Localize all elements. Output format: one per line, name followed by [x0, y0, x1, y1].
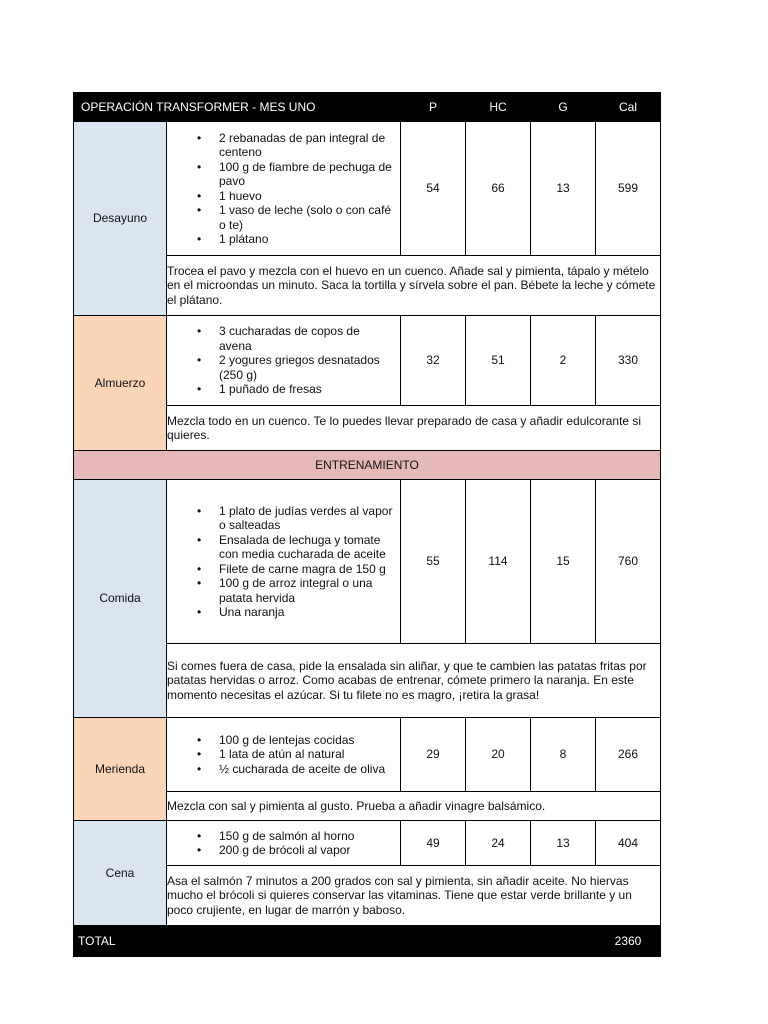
calories-value: 266 — [596, 718, 661, 792]
total-calories: 2360 — [596, 926, 661, 957]
header-row — [74, 93, 661, 122]
list-item: • 150 g de salmón al horno — [219, 829, 394, 844]
carbs-value: 66 — [466, 122, 531, 256]
plan-title: OPERACIÓN TRANSFORMER - MES UNO — [74, 93, 401, 122]
list-item: • 100 g de arroz integral o una patata hervida — [219, 576, 394, 605]
protein-value: 55 — [401, 480, 466, 644]
list-item: • 100 g de fiambre de pechuga de pavo — [219, 160, 394, 189]
training-label: ENTRENAMIENTO — [74, 451, 661, 480]
list-item: • ½ cucharada de aceite de oliva — [219, 762, 394, 777]
meal-items-merienda — [167, 718, 401, 792]
list-item: • Filete de carne magra de 150 g — [219, 562, 394, 577]
calories-value: 599 — [596, 122, 661, 256]
meal-items-cena — [167, 821, 401, 866]
list-item: • 2 yogures griegos desnatados (250 g) — [219, 353, 394, 382]
meal-row-comida — [74, 480, 661, 644]
calories-value: 760 — [596, 480, 661, 644]
protein-value: 49 — [401, 821, 466, 866]
carbs-header: HC — [466, 93, 531, 122]
list-item: • 1 plato de judías verdes al vapor o salteadas — [219, 504, 394, 533]
list-item: • 100 g de lentejas cocidas — [219, 733, 394, 748]
fat-value: 13 — [531, 821, 596, 866]
meal-items-almuerzo — [167, 316, 401, 406]
fat-value: 13 — [531, 122, 596, 256]
carbs-value: 24 — [466, 821, 531, 866]
list-item: • 2 rebanadas de pan integral de centeno — [219, 131, 394, 160]
meal-row-desayuno — [74, 122, 661, 256]
meal-name-desayuno: Desayuno — [74, 122, 167, 316]
list-item: • Una naranja — [219, 605, 394, 620]
carbs-value: 20 — [466, 718, 531, 792]
meal-plan-table — [73, 92, 661, 957]
protein-header: P — [401, 93, 466, 122]
calories-header: Cal — [596, 93, 661, 122]
meal-row-merienda — [74, 718, 661, 792]
meal-note: Si comes fuera de casa, pide la ensalada sin aliñar, y que te cambien las patatas fritas por patatas hervidas o arroz. Como acabas de entrenar, cómete primero la naranja. En este momento necesitas el azúcar. Si tu filete no es magro, ¡retira la grasa! — [167, 644, 661, 718]
meal-note: Mezcla todo en un cuenco. Te lo puedes llevar preparado de casa y añadir edulcorante si quieres. — [167, 406, 661, 451]
total-label: TOTAL — [74, 926, 596, 957]
calories-value: 404 — [596, 821, 661, 866]
list-item: • Ensalada de lechuga y tomate con media cucharada de aceite — [219, 533, 394, 562]
meal-note: Asa el salmón 7 minutos a 200 grados con sal y pimienta, sin añadir aceite. No hiervas mucho el brócoli si quieres conservar las vitaminas. Tiene que estar verde brillante y un poco crujiente, en lugar de marrón y baboso. — [167, 866, 661, 926]
list-item: • 1 plátano — [219, 232, 394, 247]
fat-value: 8 — [531, 718, 596, 792]
meal-note: Mezcla con sal y pimienta al gusto. Prueba a añadir vinagre balsámico. — [167, 792, 661, 821]
protein-value: 32 — [401, 316, 466, 406]
meal-items-comida — [167, 480, 401, 644]
carbs-value: 114 — [466, 480, 531, 644]
meal-name-cena: Cena — [74, 821, 167, 926]
calories-value: 330 — [596, 316, 661, 406]
protein-value: 29 — [401, 718, 466, 792]
carbs-value: 51 — [466, 316, 531, 406]
fat-value: 15 — [531, 480, 596, 644]
meal-row-almuerzo — [74, 316, 661, 406]
list-item: • 3 cucharadas de copos de avena — [219, 324, 394, 353]
meal-row-cena — [74, 821, 661, 866]
meal-items-desayuno — [167, 122, 401, 256]
list-item: • 1 huevo — [219, 189, 394, 204]
list-item: • 200 g de brócoli al vapor — [219, 843, 394, 858]
meal-name-merienda: Merienda — [74, 718, 167, 821]
list-item: • 1 puñado de fresas — [219, 382, 394, 397]
list-item: • 1 lata de atún al natural — [219, 747, 394, 762]
meal-name-comida: Comida — [74, 480, 167, 718]
protein-value: 54 — [401, 122, 466, 256]
total-row — [74, 926, 661, 957]
list-item: • 1 vaso de leche (solo o con café o te) — [219, 203, 394, 232]
fat-header: G — [531, 93, 596, 122]
meal-note: Trocea el pavo y mezcla con el huevo en un cuenco. Añade sal y pimienta, tápalo y mételo en el microondas un minuto. Saca la tortilla y sírvela sobre el pan. Bébete la leche y cómete el plátano. — [167, 256, 661, 316]
training-row — [74, 451, 661, 480]
fat-value: 2 — [531, 316, 596, 406]
meal-name-almuerzo: Almuerzo — [74, 316, 167, 451]
